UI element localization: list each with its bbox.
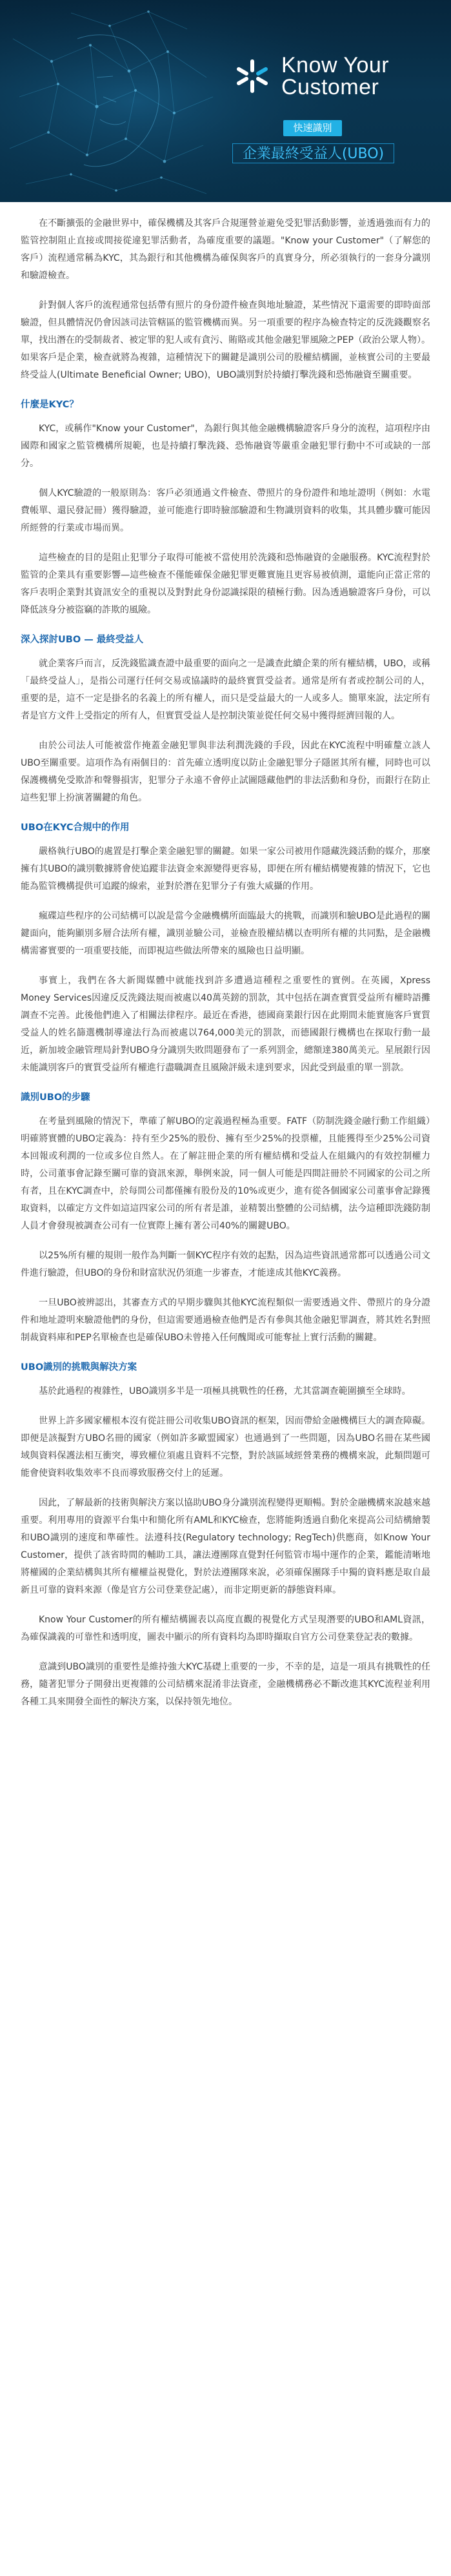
paragraph: Know Your Customer的所有權結構圖表以高度直觀的視覺化方式呈現潛要的UBO和AML資訊，為確保識義的可靠性和透明度，圖表中顯示的所有資料均為即時擷取自官方公司登業登記表的數據。 (21, 1615, 430, 1642)
section-heading: 什麼是KYC？ (21, 400, 79, 410)
brand-line-2: Customer (281, 75, 379, 99)
paragraph: 瘋碟這些程序的公司結構可以說是當今金融機構所面臨最大的挑戰，而識別和驗UBO是此過程的關鍵面向，能夠顯別多層合法所有權，識別並驗公司，並檢查股權結構以查明所有權的共同點，是金融機構需審實要的一項重要技能，而即視這些做法所帶來的風險也日益明顯。 (21, 911, 430, 956)
paragraph: 一旦UBO被辨認出，其審查方式的早期步驟與其他KYC流程類似一需要透過文件、帶照片的身分證件和地址證明來驗證他們的身份，但這需要通過檢查他們是否有參與其他金融犯罪調查，將其姓名對照制裁資料庫和PEP名單檢查也是確保UBO未曾捲入任何醜聞或可能奪扯上實行活動的關鍵。 (21, 1298, 430, 1343)
kyc-logo-icon (232, 56, 272, 96)
network-illustration (0, 0, 451, 202)
paragraph: KYC，或稱作"Know your Customer"，為銀行與其他金融機構驗證客戶身分的流程，這項程序由國際和國家之監管機構所規範，也是持續打擊洗錢、恐怖融資等嚴重金融犯罪行動中不可或缺的一部分。 (21, 424, 430, 469)
paragraph: 以25%所有權的規則一般作為判斷一個KYC程序有效的起點，因為這些資訊通常都可以透過公司文件進行驗證，但UBO的身份和財富狀況仍須進一步審查，才能達成其他KYC義務。 (21, 1251, 430, 1278)
hero-title: 企業最終受益人(UBO) (232, 143, 394, 163)
paragraph: 因此，了解最新的技術與解決方案以協助UBO身分識別流程變得更順暢。對於金融機構來說越來越重要。利用專用的資源平台集中和簡化所有AML和KYC檢查，您將能夠透過自動化來提高公司結構繪製和UBO識別的速度和準確性。法遵科技(Regulatory technology; RegTech)供應商，如Know Your Customer，提供了該省時間的輔助工具，讓法遵團隊直覺對任何監管市場中運作的企業，鑑能清晰地將權國的企業結構與其所有權權益視覺化，對於法遵團隊來說，必須確保團隊手中獨的資料應是取自最新且可靠的資料來源（像是官方公司登業登記處），而非定期更新的靜態資料庫。 (21, 1498, 430, 1595)
section-heading: 深入探討UBO — 最終受益人 (21, 635, 144, 645)
paragraph: 針對個人客戶的流程通常包括帶有照片的身份證件檢查與地址驗證，某些情況下還需要的即時面部驗證，但具體情況仍會因該司法管轄區的監管機構而異。另一項重要的程序為檢查特定的反洗錢觀察名單，找出潛在的受制裁者、被定罪的犯人或有貪污、賄賂或其他金融犯罪風險之PEP（政治公眾人物）。如果客戶是企業，檢查就將為複雜，這種情況下的關鍵是識別公司的股權結構圖，並核實公司的主要最終受益人(Ultimate Beneficial Owner; UBO)，UBO識別對於持續打擊洗錢和恐怖融資至關重要。 (21, 300, 430, 380)
hero-banner (0, 0, 451, 202)
article-body (0, 202, 451, 1711)
paragraph: 世界上許多國家權根本沒有從註冊公司收集UBO資訊的框架，因而帶給金融機構巨大的調查障礙。即便是該擬對方UBO名冊的國家（例如許多歐盟國家）也通過到了一些問題，因為UBO名冊在某些國域與資料保護法相互衝突，導致權位須處且資料不完整，對於該區域經營業務的機構來說，此類問題可能會使資料收集效率不良而導致服務交付上的延遲。 (21, 1416, 430, 1478)
brand-logo (232, 54, 389, 98)
category-tag: 快速識別 (283, 120, 342, 136)
brand-line-1: Know Your (281, 53, 390, 77)
section-heading: UBO識別的挑戰與解決方案 (21, 1362, 137, 1373)
section-heading: 識別UBO的步驟 (21, 1092, 90, 1103)
paragraph: 就企業客戶而言，反洗錢監識查證中最重要的面向之一是識查此續企業的所有權結構，UBO，或稱「最終受益人」，是指公司運行任何交易或協議時的最終實質受益者。通常是所有者或控制公司的人，重要的是，這不一定是掛名的名義上的所有權人，而只是受益最大的一人或多人。簡單來說，法定所有者是官方文件上受指定的所有人，但實質受益人是控制決策並從任何交易中獲得經濟回報的人。 (21, 659, 430, 721)
section-heading: UBO在KYC合規中的作用 (21, 823, 130, 833)
paragraph: 在不斷擴張的金融世界中，確保機構及其客戶合規運營並避免受犯罪活動影響，並透過強而有力的監管控制阻止直接或間接從違犯罪活動者，為確度重要的議題。"Know your Customer"（了解您的客戶）流程通常稱為KYC，其為銀行和其他機構為確保與客戶的真實身分，所必須執行的一套身分識別和驗證檢查。 (21, 218, 430, 281)
paragraph: 嚴格執行UBO的處置是打擊企業金融犯罪的關鍵。如果一家公司被用作隱藏洗錢活動的媒介，那麼擁有其UBO的識別數據將會使追蹤非法資金來源變得更容易，即便在所有權結構變複雜的情況下，它也能為監管機構提供可追蹤的線索，並對於潛在犯罪分子有強大威攝的作用。 (21, 846, 430, 892)
paragraph: 由於公司法人可能被當作掩蓋金融犯罪與非法利潤洗錢的手段，因此在KYC流程中明確釐立該人UBO至關重要。這項作為有兩個目的：首先確立透明度以防止金融犯罪分子隱匿其所有權，同時也可以保護機構免受欺詐和聲譽損害，犯罪分子永遠不會停止試圖隱藏他們的非法活動和身份，而銀行在防止這些犯罪上扮演著關鍵的角色。 (21, 741, 430, 803)
paragraph: 基於此過程的複雜性，UBO識別多半是一項極具挑戰性的任務，尤其當調查範圍擴至全球時。 (39, 1386, 411, 1396)
paragraph: 個人KYC驗證的一般原則為：客戶必須通過文件檢查、帶照片的身份證件和地址證明（例如：水電費帳單、還民發記冊）獲得驗證，並可能進行即時臉部驗證和生物識別資料的收集，其具體步驟可能因所經營的行業或市場而異。 (21, 488, 430, 533)
paragraph: 事實上，我們在各大新聞媒體中就能找到許多遭過這種程之重要性的實例。在英國，Xpress Money Services因違反反洗錢法規而被處以40萬英鎊的罰款，其中包括在調查實質受益所有權時語攤調查不完善。此後他們進入了相關法律程序。最近在香港，德國商業銀行因在此期間未能實施客戶實質受益人的姓名篩選機制導違法行為而被處以764,000美元的罰款，而德國銀行機構也在探取行動一最近，新加坡金融管理局針對UBO身分識別失敗問題發布了一系列罰金，總額達380萬美元。星展銀行因未能識別客戶的實質受益所有權進行盡職調查且風險評級未達到要求，因此受到最重的單一罰款。 (21, 976, 430, 1073)
paragraph: 意識到UBO識別的重要性是維持強大KYC基礎上重要的一步，不幸的是，這是一項具有挑戰性的任務，隨著犯罪分子開發出更複雜的公司結構來混淆非法資產，金融機構務必不斷改進其KYC流程並利用各種工具來開發全面性的解決方案，以保持領先地位。 (21, 1662, 430, 1707)
paragraph: 在考量到風險的情況下，準確了解UBO的定義過程極為重要。FATF（防制洗錢金融行動工作組織）明確將實體的UBO定義為：持有至少25%的股份、擁有至少25%的投票權，且能獲得至少25%公司資本回報或利潤的一位或多位自然人。在了解註冊企業的所有權結構和受益人在組織內的有效控制權力時，公司董事會記錄至關可靠的資訊來源，舉例來說，同一個人可能是四間註冊於不同國家的公司之所有者，且在KYC調查中，於每間公司都僅擁有股份及的10%或更少，進有從各個國家公司董事會記錄獲取資料，以確定方文件如這這四家公司的所有者是誰，並精製出整體的公司結構，法今這種即洗錢防制人員才會發現被調查公司有一位實際上擁有著公司40%的關鍵UBO。 (21, 1116, 430, 1231)
paragraph: 這些檢查的目的是阻止犯罪分子取得可能被不當使用於洗錢和恐怖融資的金融服務。KYC流程對於監管的企業具有重要影響—這些檢查不僅能確保金融犯罪更難實施且更容易被偵測，還能向正當正常的客戶表明企業對其資訊安全的重視以及對對此身份認識採限的積極行動。因為透過驗證客戶身份，可以降低該身分被盜竊的詐欺的風險。 (21, 553, 430, 615)
